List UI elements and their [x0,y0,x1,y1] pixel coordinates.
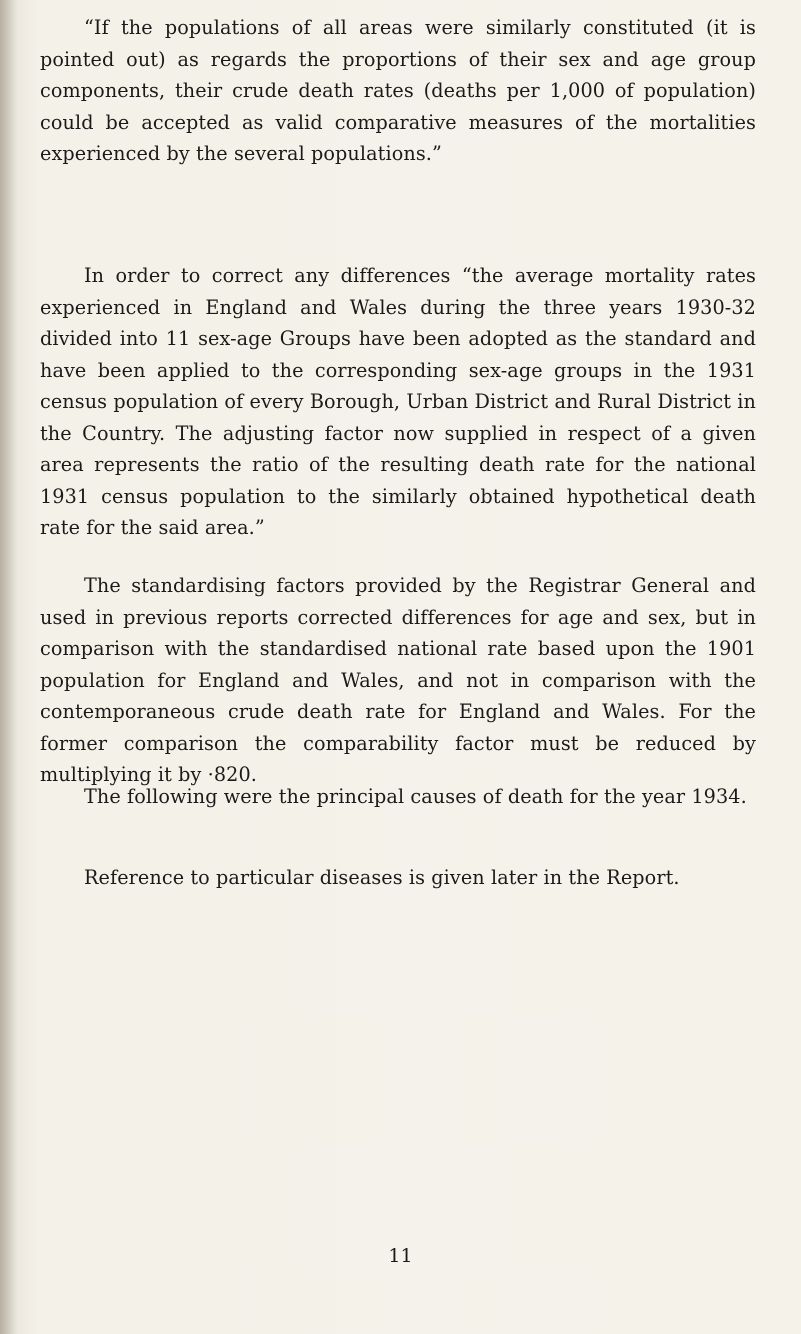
paragraph-quoted-crude-death-rates: “If the populations of all areas were similarly constituted (it is pointed out) as regards the proportions of their sex and age group components, their crude death rates (deaths per 1,000 of population) could be accepted as valid comparative measures of the mortalities experienced by the several populations.” [40,16,756,165]
paragraph-reference-diseases: Reference to particular diseases is given later in the Report. [84,866,680,889]
paragraph-standardising-factors: The standardising factors provided by the Registrar General and used in previous reports corrected differences for age and sex, but in comparison with the standardised national rate based upon the 1901 population for England and Wales, and not in comparison with the contemporaneous crude death rate for England and Wales. For the former comparison the comparability factor must be reduced by multiplying it by ·820. [40,574,756,786]
paragraph-principal-causes: The following were the principal causes of death for the year 1934. [84,785,747,808]
paragraph-standard-mortality-rates: In order to correct any differences “the average mortality rates experienced in England and Wales during the three years 1930-32 divided into 11 sex-age Groups have been adopted as the standard and have been applied to the corresponding sex-age groups in the 1931 census population of every Borough, Urban District and Rural District in the Country. The adjusting factor now supplied in respect of a given area represents the ratio of the resulting death rate for the national 1931 census population to the similarly obtained hypothetical death rate for the said area.” [40,264,756,539]
page-edge-shadow [0,0,18,1334]
page-number: 11 [388,1245,413,1267]
